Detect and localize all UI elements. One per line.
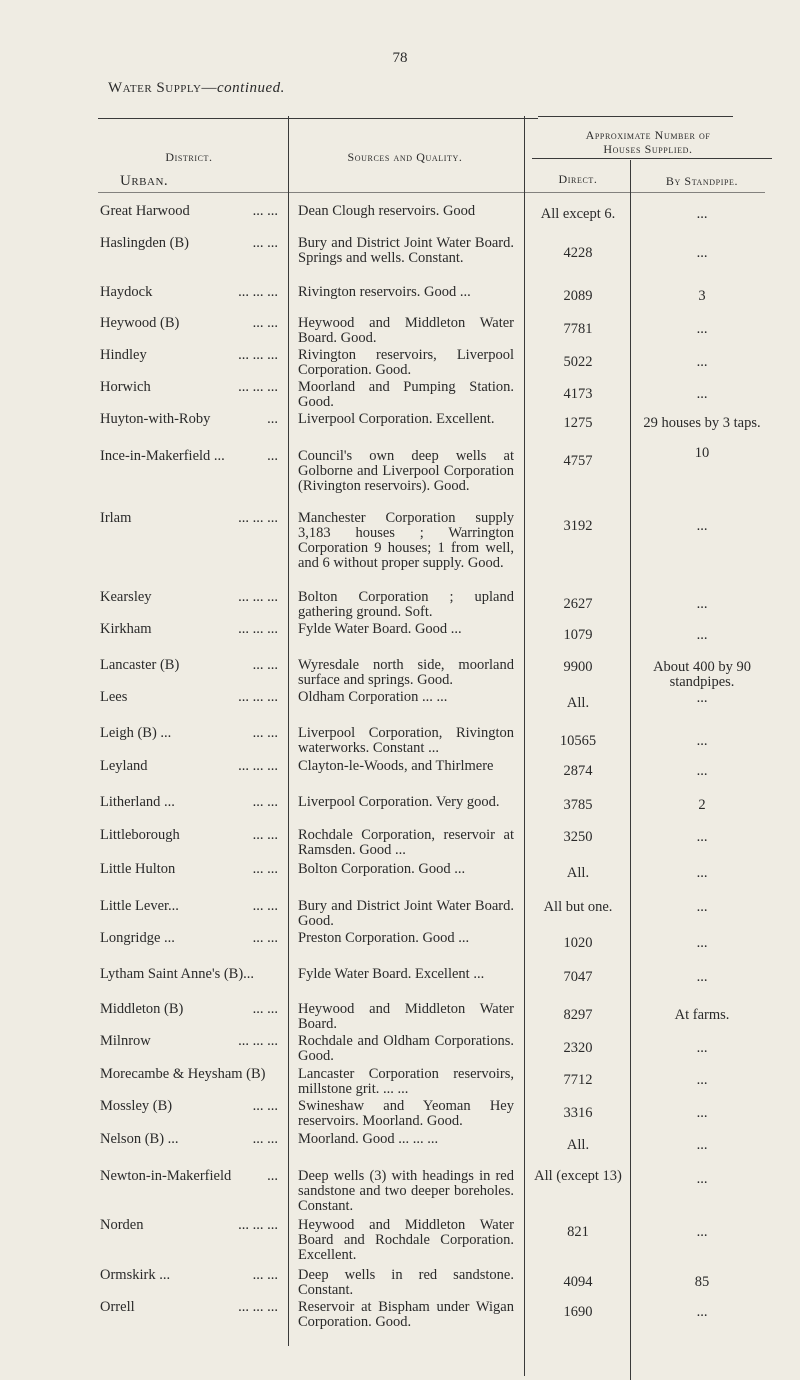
source-cell: Moorland. Good ... ... ... — [298, 1131, 439, 1147]
district-name: Little Hulton — [100, 861, 178, 877]
source-cell: Preston Corporation. Good ... — [298, 930, 470, 946]
district-name: Kearsley — [100, 589, 155, 605]
district-name: Middleton (B) — [100, 1001, 186, 1017]
source-cell: Deep wells (3) with headings in red sandstone and two deeper boreholes. Constant. — [298, 1168, 514, 1214]
standpipe-cell: ... — [696, 899, 708, 915]
district-cell — [100, 380, 278, 395]
source-cell: Rochdale and Oldham Corporations. Good. — [298, 1033, 514, 1064]
standpipe-cell: ... — [696, 1137, 708, 1153]
standpipe-cell: ... — [696, 386, 708, 402]
district-name: Ince-in-Makerfield ... — [100, 448, 228, 464]
district-name: Litherland ... — [100, 794, 178, 810]
standpipe-cell: ... — [696, 518, 708, 534]
district-name: Nelson (B) ... — [100, 1131, 182, 1147]
page-number: 78 — [392, 50, 408, 66]
district-name: Great Harwood — [100, 203, 193, 219]
leader-dots: ... ... — [252, 725, 278, 741]
source-cell: Bolton Corporation. Good ... — [298, 861, 466, 877]
district-name: Huyton-with-Roby — [100, 411, 213, 427]
source-cell: Wyresdale north side, moorland surface and springs. Good. — [298, 657, 514, 688]
district-name: Lees — [100, 689, 130, 705]
leader-dots: ... ... — [252, 930, 278, 946]
district-name: Newton-in-Makerfield — [100, 1168, 234, 1184]
standpipe-cell: ... — [696, 1105, 708, 1121]
header-bottom-rule — [98, 192, 765, 193]
standpipe-cell: ... — [696, 245, 708, 261]
direct-cell: 1079 — [563, 627, 593, 643]
source-cell: Bolton Corporation ; upland gathering ground. Soft. — [298, 589, 514, 620]
leader-dots: ... ... ... — [238, 1217, 278, 1233]
direct-cell: 4094 — [563, 1274, 593, 1290]
direct-cell: 7047 — [563, 969, 593, 985]
district-cell — [100, 1268, 278, 1283]
direct-cell: 7781 — [563, 321, 593, 337]
direct-cell: 1690 — [563, 1304, 593, 1320]
district-cell — [100, 1034, 278, 1049]
direct-cell: 9900 — [563, 659, 593, 675]
leader-dots: ... — [267, 1168, 278, 1184]
section-title — [108, 80, 285, 97]
direct-cell: 7712 — [563, 1072, 593, 1088]
leader-dots: ... ... — [252, 203, 278, 219]
source-cell: Lancaster Corporation reservoirs, millstone grit. ... ... — [298, 1066, 514, 1097]
district-cell — [100, 1132, 278, 1147]
direct-cell: 3250 — [563, 829, 593, 845]
leader-dots: ... ... ... — [238, 1033, 278, 1049]
district-cell — [100, 862, 278, 877]
source-cell: Liverpool Corporation. Very good. — [298, 794, 500, 810]
standpipe-cell: 3 — [698, 288, 706, 304]
leader-dots: ... ... ... — [238, 689, 278, 705]
district-cell — [100, 759, 278, 774]
district-cell — [100, 658, 278, 673]
table-top-rule — [98, 118, 538, 119]
district-cell — [100, 590, 278, 605]
standpipe-cell: 10 — [694, 445, 710, 461]
direct-cell: 1020 — [563, 935, 593, 951]
source-cell: Fylde Water Board. Excellent ... — [298, 966, 485, 982]
direct-cell: All except 6. — [540, 206, 616, 222]
district-cell — [100, 967, 278, 982]
district-name: Leigh (B) ... — [100, 725, 174, 741]
source-cell: Council's own deep wells at Golborne and Liverpool Corporation (Rivington reservoirs). Good. — [298, 448, 514, 494]
district-cell — [100, 316, 278, 331]
source-cell: Moorland and Pumping Station. Good. — [298, 379, 514, 410]
direct-cell: 4757 — [563, 453, 593, 469]
standpipe-cell: ... — [696, 627, 708, 643]
direct-cell: 2874 — [563, 763, 593, 779]
standpipe-cell: ... — [696, 206, 708, 222]
source-cell: Rochdale Corporation, reservoir at Ramsden. Good ... — [298, 827, 514, 858]
column-rule-1 — [288, 116, 289, 1346]
standpipe-cell: ... — [696, 596, 708, 612]
standpipe-cell: ... — [696, 1224, 708, 1240]
source-cell: Clayton-le-Woods, and Thirlmere — [298, 758, 494, 774]
direct-cell: 2627 — [563, 596, 593, 612]
source-cell: Swineshaw and Yeoman Hey reservoirs. Moorland. Good. — [298, 1098, 514, 1129]
district-name: Hindley — [100, 347, 150, 363]
district-cell — [100, 1002, 278, 1017]
district-name: Haydock — [100, 284, 155, 300]
district-name: Kirkham — [100, 621, 155, 637]
section-title-cont: continued. — [217, 80, 285, 96]
standpipe-cell: ... — [696, 865, 708, 881]
district-name: Morecambe & Heysham (B) — [100, 1066, 269, 1082]
district-name: Heywood (B) — [100, 315, 182, 331]
standpipe-cell: ... — [696, 321, 708, 337]
header-standpipe: By Standpipe. — [665, 174, 739, 188]
district-name: Horwich — [100, 379, 154, 395]
district-cell — [100, 828, 278, 843]
leader-dots: ... ... ... — [238, 589, 278, 605]
header-approx-line2: Houses Supplied. — [603, 142, 693, 156]
source-cell: Bury and District Joint Water Board. Springs and wells. Constant. — [298, 235, 514, 266]
section-title-sep: — — [201, 80, 217, 96]
source-cell: Manchester Corporation supply 3,183 houses ; Warrington Corporation 9 houses; 1 from well, and 6 without proper supply. Good. — [298, 510, 514, 571]
direct-cell: All (except 13) — [534, 1168, 622, 1184]
leader-dots: ... ... ... — [238, 347, 278, 363]
section-label-urban: Urban. — [120, 173, 169, 189]
direct-cell: 3316 — [563, 1105, 593, 1121]
source-cell: Deep wells in red sandstone. Constant. — [298, 1267, 514, 1298]
header-direct: Direct. — [558, 172, 598, 186]
direct-cell: 2089 — [563, 288, 593, 304]
header-district: District. — [165, 150, 213, 164]
source-cell: Reservoir at Bispham under Wigan Corporation. Good. — [298, 1299, 514, 1330]
direct-header-rule — [532, 158, 772, 159]
district-cell — [100, 511, 278, 526]
district-cell — [100, 795, 278, 810]
column-rule-3 — [630, 160, 631, 1380]
section-title-main: Water Supply — [108, 80, 202, 96]
district-cell — [100, 690, 278, 705]
leader-dots: ... ... ... — [238, 510, 278, 526]
direct-cell: All but one. — [543, 899, 613, 915]
direct-cell: All. — [566, 695, 590, 711]
standpipe-cell: 85 — [694, 1274, 710, 1290]
district-name: Lytham Saint Anne's (B)... — [100, 966, 257, 982]
source-cell: Heywood and Middleton Water Board and Rochdale Corporation. Excellent. — [298, 1217, 514, 1263]
header-sources: Sources and Quality. — [347, 150, 463, 164]
district-name: Little Lever... — [100, 898, 182, 914]
direct-cell: 3192 — [563, 518, 593, 534]
leader-dots: ... ... — [252, 1098, 278, 1114]
leader-dots: ... — [267, 448, 278, 464]
district-name: Haslingden (B) — [100, 235, 192, 251]
leader-dots: ... ... — [252, 657, 278, 673]
leader-dots: ... ... — [252, 861, 278, 877]
leader-dots: ... ... — [252, 315, 278, 331]
leader-dots: ... ... ... — [238, 758, 278, 774]
district-name: Milnrow — [100, 1033, 154, 1049]
direct-cell: 3785 — [563, 797, 593, 813]
district-name: Norden — [100, 1217, 147, 1233]
district-name: Irlam — [100, 510, 134, 526]
direct-cell: 5022 — [563, 354, 593, 370]
district-name: Longridge ... — [100, 930, 178, 946]
district-cell — [100, 726, 278, 741]
source-cell: Liverpool Corporation, Rivington waterworks. Constant ... — [298, 725, 514, 756]
standpipe-cell: ... — [696, 969, 708, 985]
standpipe-cell: 29 houses by 3 taps. — [643, 415, 761, 431]
district-cell — [100, 348, 278, 363]
leader-dots: ... — [267, 411, 278, 427]
direct-cell: 821 — [567, 1224, 589, 1240]
direct-cell: 8297 — [563, 1007, 593, 1023]
district-cell — [100, 1169, 278, 1184]
direct-cell: 10565 — [559, 733, 597, 749]
standpipe-cell: ... — [696, 354, 708, 370]
district-cell — [100, 412, 278, 427]
source-cell: Oldham Corporation ... ... — [298, 689, 448, 705]
table-top-rule-right — [538, 116, 733, 117]
leader-dots: ... ... — [252, 827, 278, 843]
source-cell: Bury and District Joint Water Board. Good. — [298, 898, 514, 929]
leader-dots: ... ... — [252, 898, 278, 914]
standpipe-cell: About 400 by 90 standpipes. — [653, 659, 751, 690]
district-name: Lancaster (B) — [100, 657, 182, 673]
standpipe-cell: ... — [696, 935, 708, 951]
district-name: Littleborough — [100, 827, 183, 843]
source-cell: Rivington reservoirs. Good ... — [298, 284, 471, 300]
leader-dots: ... ... — [252, 1131, 278, 1147]
district-name: Mossley (B) — [100, 1098, 175, 1114]
direct-cell: 2320 — [563, 1040, 593, 1056]
standpipe-cell: ... — [696, 1171, 708, 1187]
leader-dots: ... ... — [252, 235, 278, 251]
leader-dots: ... ... ... — [238, 284, 278, 300]
source-cell: Rivington reservoirs, Liverpool Corporation. Good. — [298, 347, 514, 378]
district-name: Ormskirk ... — [100, 1267, 173, 1283]
leader-dots: ... ... ... — [238, 621, 278, 637]
direct-cell: 1275 — [563, 415, 593, 431]
district-cell — [100, 1300, 278, 1315]
district-cell — [100, 285, 278, 300]
direct-cell: All. — [566, 1137, 590, 1153]
leader-dots: ... ... — [252, 1001, 278, 1017]
leader-dots: ... ... ... — [238, 1299, 278, 1315]
standpipe-cell: 2 — [698, 797, 706, 813]
source-cell: Dean Clough reservoirs. Good — [298, 203, 476, 219]
standpipe-cell: ... — [696, 829, 708, 845]
direct-cell: 4173 — [563, 386, 593, 402]
district-name: Leyland — [100, 758, 151, 774]
standpipe-cell: At farms. — [674, 1007, 730, 1023]
district-cell — [100, 1218, 278, 1233]
district-cell — [100, 1099, 278, 1114]
header-approx-line1: Approximate Number of — [585, 128, 711, 142]
leader-dots: ... ... — [252, 794, 278, 810]
source-cell: Heywood and Middleton Water Board. Good. — [298, 315, 514, 346]
district-cell — [100, 899, 278, 914]
standpipe-cell: ... — [696, 1072, 708, 1088]
source-cell: Fylde Water Board. Good ... — [298, 621, 462, 637]
source-cell: Liverpool Corporation. Excellent. — [298, 411, 495, 427]
direct-cell: 4228 — [563, 245, 593, 261]
district-cell — [100, 204, 278, 219]
district-cell — [100, 931, 278, 946]
standpipe-cell: ... — [696, 763, 708, 779]
direct-cell: All. — [566, 865, 590, 881]
district-cell — [100, 449, 278, 464]
leader-dots: ... ... — [252, 1267, 278, 1283]
standpipe-cell: ... — [696, 1304, 708, 1320]
column-rule-2 — [524, 116, 525, 1376]
standpipe-cell: ... — [696, 733, 708, 749]
district-cell — [100, 236, 278, 251]
district-cell — [100, 1067, 278, 1082]
source-cell: Heywood and Middleton Water Board. — [298, 1001, 514, 1032]
standpipe-cell: ... — [696, 1040, 708, 1056]
district-cell — [100, 622, 278, 637]
standpipe-cell: ... — [696, 690, 708, 706]
district-name: Orrell — [100, 1299, 138, 1315]
leader-dots: ... ... ... — [238, 379, 278, 395]
